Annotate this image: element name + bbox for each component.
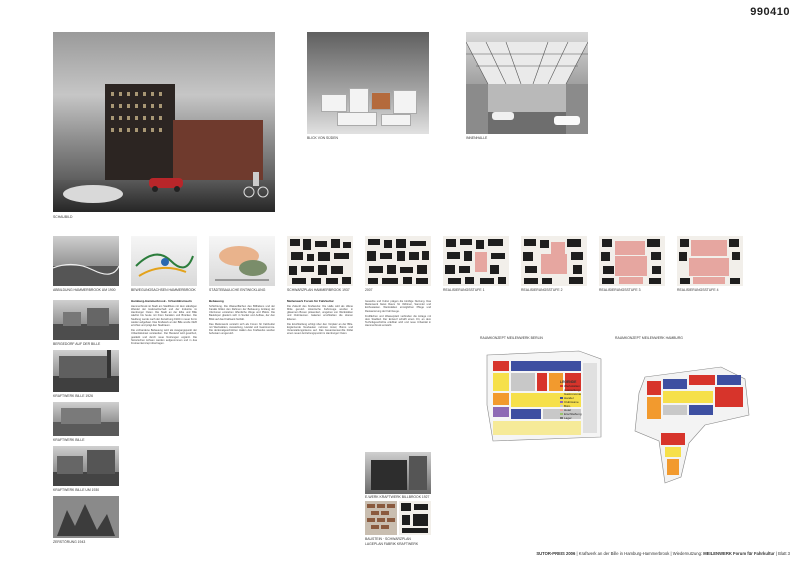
text-column-3-paragraph-2: Die Erschließung erfolgt über den Vorplatz an der Bille. Ergänzende Neubauten nehmen Hotel, Büros und Veranstaltungsräume auf. Das Gesamtensemble bildet einen neuen Anziehungspunkt im Hamburger Osten. — [287, 322, 353, 336]
figure-ground-caption-1: SCHWARZPLAN HAMMERBROOK 1937 — [287, 288, 350, 292]
text-column-2-paragraph-1: Schichtung. Die Wasserflächen des Billhafens und der Kanäle bilden den Rahmen der Bebauung. Entlang der Uferzonen entstehen öffentliche Wege und Plätze. Die Baukörper gliedern sich in Sockel und Aufbau, der den Blick auf das Kraftwerk freihält. — [209, 304, 275, 321]
hero-caption: SCHAUBILD — [53, 215, 73, 219]
urban-development-diagram — [209, 236, 275, 286]
legend-item: Werkstätten — [560, 384, 602, 388]
figure-ground-map-3 — [443, 236, 509, 286]
detail-photo-brick — [365, 501, 397, 535]
historic-photo-3 — [53, 350, 119, 392]
detail-caption-3: LAGEPLAN FABRIK KRAFTWERK — [365, 542, 419, 546]
figure-ground-caption-5: REALISIERUNGSSTUFE 3 — [599, 288, 641, 292]
historic-caption-4: KRAFTWERK BILLE — [53, 438, 85, 442]
figure-ground-map-6 — [677, 236, 743, 286]
movement-axes-caption: BEWEGUNGSACHSEN HAMMERBROOK — [131, 288, 196, 292]
legend-item: Büro — [560, 404, 602, 408]
model-photo — [307, 32, 429, 134]
text-column-2-heading: Bebauung — [209, 300, 224, 303]
plan-legend-items — [560, 384, 602, 420]
plan-legend — [560, 380, 602, 420]
footer-forum: MEILENWERK Forum für Fahrkultur — [703, 551, 775, 556]
plan-legend-title: LEGENDE — [560, 380, 577, 384]
footer-prize: SUTOR-PREIS 2006 — [536, 551, 576, 556]
detail-caption-2: BAUSTEIN · SCHWARZPLAN — [365, 537, 411, 541]
model-caption: BLICK VON SÜDEN — [307, 136, 338, 140]
hall-photo — [466, 32, 588, 134]
page-footer — [0, 551, 800, 561]
movement-axes-diagram — [131, 236, 197, 286]
text-column-2 — [209, 300, 275, 544]
legend-item: Handel — [560, 396, 602, 400]
footer-project: Kraftwerk an der Bille in Hamburg-Hammerbrook — [578, 551, 670, 556]
figure-ground-caption-3: REALISIERUNGSSTUFE 1 — [443, 288, 485, 292]
text-column-3 — [287, 300, 353, 544]
footer-text: SUTOR-PREIS 2006 | Kraftwerk an der Bille in Hamburg-Hammerbrook | Wiedernutzung: MEILENWERK Forum für Fahrkultur | Blatt 3 — [536, 551, 790, 556]
legend-item: Erschließung — [560, 412, 602, 416]
figure-ground-map-4 — [521, 236, 587, 286]
figure-ground-map-1 — [287, 236, 353, 286]
historic-photo-5 — [53, 446, 119, 486]
detail-site-plan — [399, 501, 431, 535]
figure-ground-map-5 — [599, 236, 665, 286]
hero-foreground-vehicles — [53, 32, 275, 212]
historic-caption-5: KRAFTWERK BILLE UM 1930 — [53, 488, 100, 492]
figure-ground-caption-4: REALISIERUNGSSTUFE 2 — [521, 288, 563, 292]
sheet-number: 990410 — [750, 6, 790, 18]
legend-item: Clubräume — [560, 400, 602, 404]
legend-item: Gastronomie — [560, 392, 602, 396]
text-column-1-paragraph-1: Hammerbrook ist Stadt am Stadtfluss mit dem ständigen Wandel der Hafenwirtschaft und der Industrie im Hamburger Osten. Die Stadt an der Elbe und Bille wächst bis heute mit ihren Kanälen und Brücken. Die Siedlung wurde nach der Zerstörung 1943 in neuer Form wieder aufgebaut. Das Kraftwerk an der Bille wurde 1926 errichtet und prägt den Stadtraum. — [131, 304, 197, 327]
hall-roof-structure — [466, 32, 588, 134]
detail-caption-1: E-WERK KRAFTWERK BILLBROOK 1927 — [365, 495, 430, 499]
text-column-4-paragraph-2: Freiflächen und Wasserplatz verbinden die Anlage mit dem Stadtteil. Der Entwurf schafft einen Ort, an dem Technikgeschichte erlebbar wird und neue Urbanität in Hammerbrook entsteht. — [365, 314, 431, 328]
text-column-4-paragraph-1: Gewerbe und Kultur prägen die künftige Nutzung. Das Meilenwerk bietet Raum für Oldtimer, Sammler und Enthusiasten. Werkstätten ermöglichen Pflege und Restaurierung der Fahrzeuge. — [365, 300, 431, 313]
figure-ground-caption-6: REALISIERUNGSSTUFE 4 — [677, 288, 719, 292]
hero-rendering — [53, 32, 275, 212]
text-column-3-heading: Meilenwerk Forum für Fahrkultur — [287, 300, 334, 303]
text-column-1 — [131, 300, 197, 544]
historic-photo-2 — [53, 300, 119, 340]
historic-caption-3: KRAFTWERK BILLE 1926 — [53, 394, 93, 398]
historic-caption-2: BERGEDORF AUF DER BILLE — [53, 342, 101, 346]
legend-item: Lager — [560, 416, 602, 420]
historic-caption-6: ZERSTÖRUNG 1943 — [53, 540, 86, 544]
plan-hamburg-title: RAUMKONZEPT MEILENWERK HAMBURG — [615, 336, 683, 340]
footer-use: Wiedernutzung: — [672, 551, 703, 556]
hall-caption: INNENHALLE — [466, 136, 488, 140]
legend-item: Ausstellung — [560, 388, 602, 392]
legend-item: Hotel — [560, 408, 602, 412]
plan-hamburg — [625, 345, 755, 495]
text-column-1-paragraph-2: Die vorhandene Bebauung wird als Ausgangspunkt der Urbanitätsinsel verstanden. Der Bestand wird gesichert, gestärkt und durch neue Nutzungen ergänzt. Die historischen Achsen werden aufgenommen und in das Freiraumkonzept übertragen. — [131, 329, 197, 345]
historic-photo-6 — [53, 496, 119, 538]
plan-berlin-title: RAUMKONZEPT MEILENWERK BERLIN — [480, 336, 543, 340]
urban-development-caption: STÄDTEBAULICHE ENTWICKLUNG — [209, 288, 266, 292]
text-column-1-heading: Hamburg-Hammerbrook · Urbanitätsinseln — [131, 300, 192, 303]
historic-photo-4 — [53, 402, 119, 436]
figure-ground-caption-2: 2007 — [365, 288, 373, 292]
figure-ground-map-2 — [365, 236, 431, 286]
text-column-3-paragraph-1: Die Zukunft des Kraftwerks: Die Halle wird als offene Mitte genutzt. Historische Fahrzeuge werden in gläsernen Boxen präsentiert, umgeben von Werkstätten und Clubräumen. Galerien erschließen die oberen Ebenen. — [287, 304, 353, 321]
historic-caption-1: ABBILDUNG HAMMERBROOK UM 1900 — [53, 288, 116, 292]
historic-photo-1 — [53, 236, 119, 286]
text-column-2-paragraph-2: Das Meilenwerk versteht sich als Forum für Fahrkultur mit Werkstätten, Ausstellung, Handel und Gastronomie. Die denkmalgeschützten Hallen des Kraftwerks werden behutsam umgenutzt. — [209, 322, 275, 336]
footer-sheet: Blatt 3 — [778, 551, 790, 556]
text-column-4 — [365, 300, 431, 450]
detail-photo-power-station — [365, 452, 431, 494]
